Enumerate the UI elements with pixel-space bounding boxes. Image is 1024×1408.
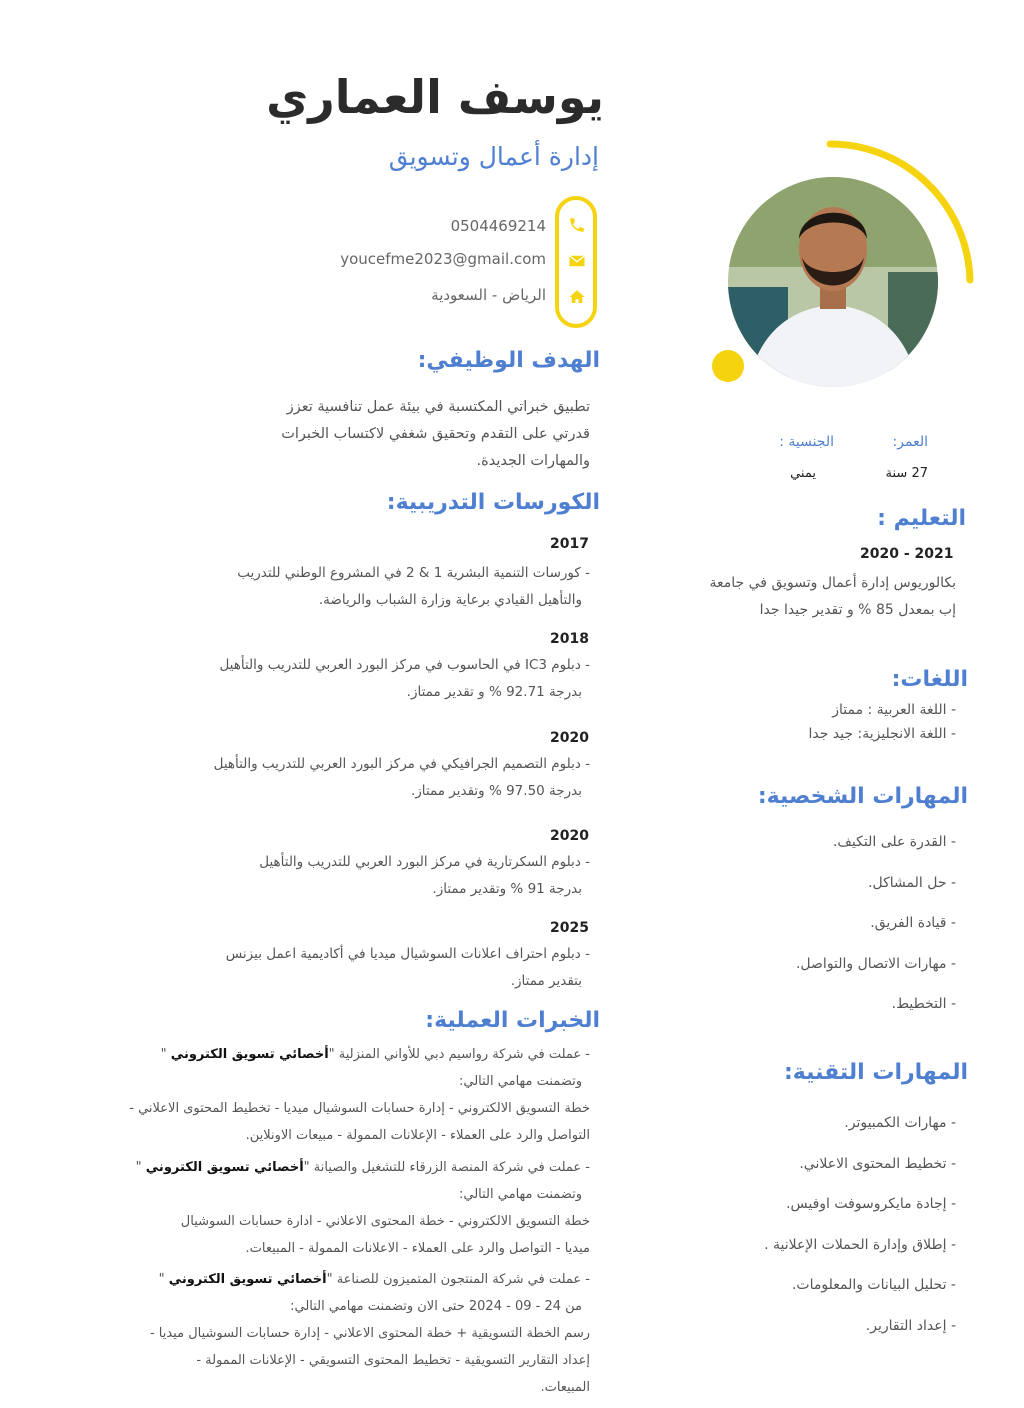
course-line: بدرجة 97.50 % وتقدير ممتاز. xyxy=(410,783,582,799)
language-item: - اللغة الانجليزية: جيد جدا xyxy=(808,726,956,742)
course-year: 2018 xyxy=(550,631,589,647)
nationality-value: يمني xyxy=(790,466,816,481)
tech-skill-item: - مهارات الكمبيوتر. xyxy=(844,1115,956,1131)
course-year: 2020 xyxy=(550,730,589,746)
mail-icon xyxy=(568,252,586,270)
tech-skills-list xyxy=(676,1113,956,1356)
course-line: - دبلوم IC3 في الحاسوب في مركز البورد العربي للتدريب والتأهيل xyxy=(219,657,590,673)
languages-heading: اللغات: xyxy=(891,667,968,692)
objective-line: تطبيق خبراتي المكتسبة في بيئة عمل تنافسية تعزز xyxy=(286,399,590,415)
objective-line: والمهارات الجديدة. xyxy=(476,453,590,469)
age-label: العمر: xyxy=(892,434,928,450)
course-entry xyxy=(110,560,590,614)
personal-skill-item: - حل المشاكل. xyxy=(868,874,956,891)
education-text xyxy=(636,570,956,624)
personal-skills-list xyxy=(676,832,956,1035)
tech-skill-item: - إعداد التقارير. xyxy=(865,1317,956,1334)
education-heading: التعليم : xyxy=(877,506,966,531)
course-year: 2025 xyxy=(550,920,589,936)
experience-entry xyxy=(15,1041,590,1149)
age-value: 27 سنة xyxy=(885,466,928,481)
course-year: 2020 xyxy=(550,828,589,844)
course-line: بدرجة 91 % وتقدير ممتاز. xyxy=(432,881,582,897)
experience-quote: " xyxy=(158,1272,169,1287)
experience-line xyxy=(15,1154,590,1181)
course-line: - كورسات التنمية البشرية 1 & 2 في المشروع الوطني للتدريب xyxy=(237,565,590,581)
language-item: - اللغة العربية : ممتاز xyxy=(832,702,956,718)
job-title: إدارة أعمال وتسويق xyxy=(388,142,599,171)
experience-line: رسم الخطة التسويقية + خطة المحتوى الاعلاني - إدارة حسابات السوشيال ميديا - xyxy=(149,1326,590,1341)
languages-list xyxy=(676,698,956,746)
experience-entry xyxy=(15,1154,590,1262)
courses-heading: الكورسات التدريبية: xyxy=(386,490,600,515)
experience-line: ميديا - التواصل والرد على العملاء - الاعلانات الممولة - المبيعات. xyxy=(245,1241,590,1256)
personal-skill-item: - التخطيط. xyxy=(891,996,956,1012)
tech-skill-item: - إجادة مايكروسوفت اوفيس. xyxy=(786,1196,956,1212)
experience-line: التواصل والرد على العملاء - الإعلانات الممولة - مبيعات الاونلاين. xyxy=(245,1128,590,1143)
experience-quote: " xyxy=(160,1047,171,1062)
course-line: والتأهيل القيادي برعاية وزارة الشباب والرياضة. xyxy=(318,592,582,608)
phone-number[interactable]: 0504469214 xyxy=(450,217,546,235)
objective-heading: الهدف الوظيفي: xyxy=(417,348,600,373)
experience-line: خطة التسويق الالكتروني - إدارة حسابات السوشيال ميديا - تخطيط المحتوى الاعلاني - xyxy=(129,1101,590,1116)
course-line: بتقدير ممتاز. xyxy=(510,973,582,989)
experience-quote: " xyxy=(135,1160,146,1175)
experience-line: إعداد التقارير التسويقية - تخطيط المحتوى التسويقي - الإعلانات الممولة - xyxy=(196,1353,590,1368)
course-entry xyxy=(110,941,590,995)
course-line: - دبلوم التصميم الجرافيكي في مركز البورد العربي للتدريب والتأهيل xyxy=(213,756,590,772)
photo-alt-text xyxy=(742,180,743,181)
tech-skill-item: - تحليل البيانات والمعلومات. xyxy=(791,1277,956,1293)
course-entry xyxy=(110,849,590,903)
course-line: - دبلوم احتراف اعلانات السوشيال ميديا في أكاديمية اعمل بيزنس xyxy=(225,946,590,962)
personal-skill-item: - مهارات الاتصال والتواصل. xyxy=(795,955,956,972)
experience-line: خطة التسويق الالكتروني - خطة المحتوى الاعلاني - ادارة حسابات السوشيال xyxy=(180,1214,590,1229)
home-icon xyxy=(568,288,586,306)
candidate-name: يوسف العماري xyxy=(266,70,604,124)
tech-skills-heading: المهارات التقنية: xyxy=(783,1060,968,1085)
experience-line: وتضمنت مهامي التالي: xyxy=(459,1187,582,1202)
tech-skill-item: - تخطيط المحتوى الاعلاني. xyxy=(799,1155,956,1172)
experience-role: أخصائي تسويق الكتروني xyxy=(145,1160,304,1175)
experience-intro: - عملت في شركة رواسيم دبي للأواني المنزلية " xyxy=(328,1047,590,1062)
course-line: - دبلوم السكرتارية في مركز البورد العربي للتدريب والتأهيل xyxy=(259,854,590,870)
experience-entry xyxy=(15,1266,590,1401)
nationality-label: الجنسية : xyxy=(779,434,834,450)
experience-intro: - عملت في شركة المنتجون المتميزون للصناعة " xyxy=(326,1272,590,1287)
experience-line xyxy=(15,1266,590,1293)
experience-heading: الخبرات العملية: xyxy=(425,1008,600,1033)
objective-line: قدرتي على التقدم وتحقيق شغفي لاكتساب الخبرات xyxy=(281,426,590,442)
experience-intro: - عملت في شركة المنصة الزرقاء للتشغيل والصيانة " xyxy=(303,1160,590,1175)
personal-skills-heading: المهارات الشخصية: xyxy=(757,784,968,809)
experience-line xyxy=(15,1041,590,1068)
education-years: 2020 - 2021 xyxy=(860,546,954,562)
profile-photo xyxy=(728,177,938,387)
location: الرياض - السعودية xyxy=(431,286,546,304)
experience-line: وتضمنت مهامي التالي: xyxy=(459,1074,582,1089)
contact-icon-bar xyxy=(555,196,597,328)
course-entry xyxy=(110,652,590,706)
experience-role: أخصائي تسويق الكتروني xyxy=(170,1047,329,1062)
experience-line: من 24 - 09 - 2024 حتى الان وتضمنت مهامي التالي: xyxy=(290,1299,582,1314)
experience-line: المبيعات. xyxy=(540,1380,590,1395)
experience-role: أخصائي تسويق الكتروني xyxy=(168,1272,327,1287)
course-year: 2017 xyxy=(550,536,589,552)
personal-skill-item: - القدرة على التكيف. xyxy=(832,834,956,850)
course-line: بدرجة 92.71 % و تقدير ممتاز. xyxy=(406,684,582,700)
email-address[interactable]: youcefme2023@gmail.com xyxy=(340,250,546,268)
course-entry xyxy=(110,751,590,805)
education-line: إب بمعدل 85 % و تقدير جيدا جدا xyxy=(759,602,956,618)
phone-icon xyxy=(568,216,586,234)
education-line: بكالوريوس إدارة أعمال وتسويق في جامعة xyxy=(709,575,956,591)
tech-skill-item: - إطلاق وإدارة الحملات الإعلانية . xyxy=(764,1236,956,1253)
objective-text xyxy=(170,394,590,475)
personal-skill-item: - قيادة الفريق. xyxy=(870,915,956,931)
